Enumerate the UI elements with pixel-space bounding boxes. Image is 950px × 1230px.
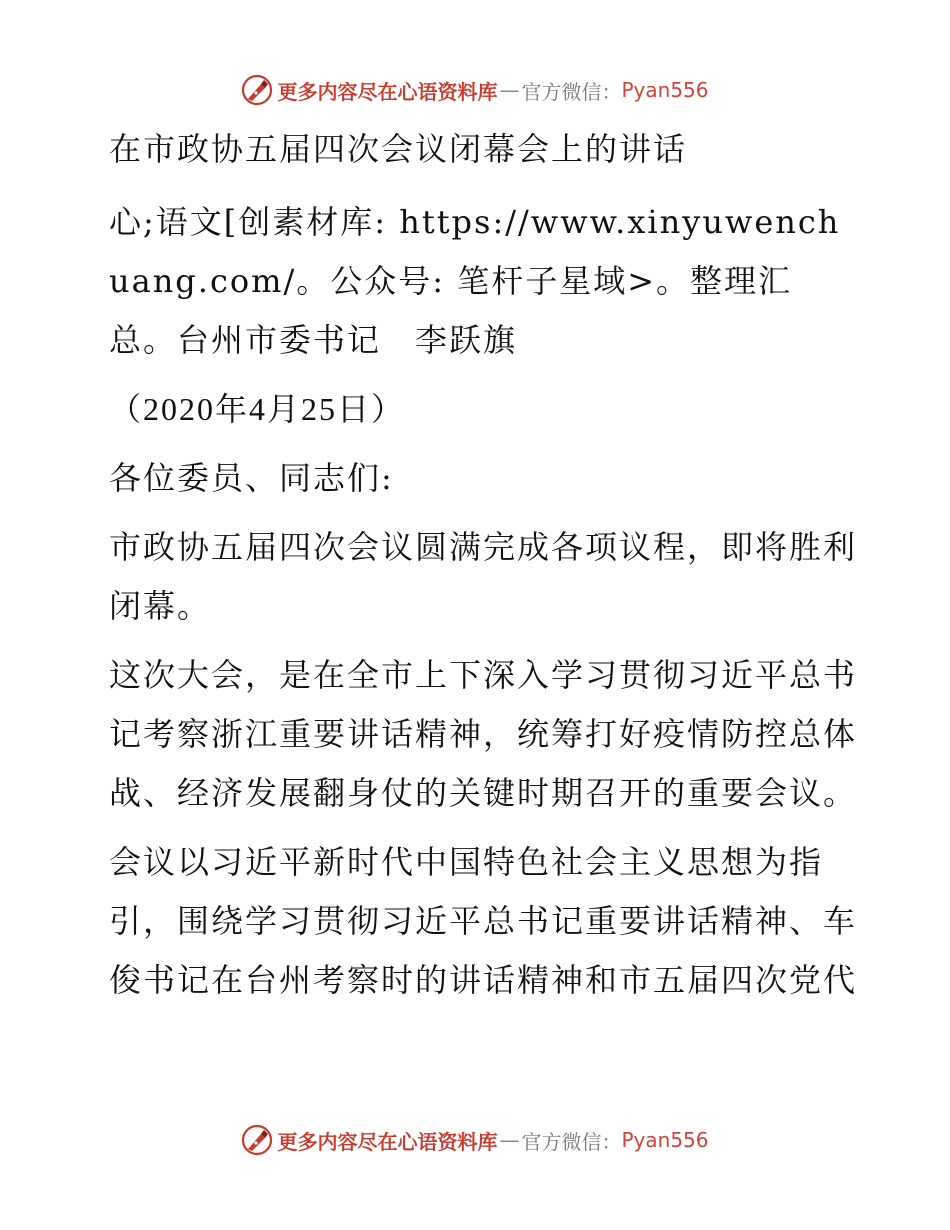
- paragraph-3: 会议以习近平新时代中国特色社会主义思想为指引，围绕学习贯彻习近平总书记重要讲话精神、车俊书记在台州考察时的讲话精神和市五届四次党代: [109, 843, 858, 999]
- document-title: 在市政协五届四次会议闭幕会上的讲话: [109, 130, 688, 168]
- salutation: 各位委员、同志们:: [109, 459, 394, 497]
- banner-main-text: 更多内容尽在心语资料库: [277, 1129, 498, 1154]
- banner-wechat-id: Pyan556: [621, 1128, 709, 1152]
- banner-main-text: 更多内容尽在心语资料库: [277, 79, 498, 104]
- footer-watermark-banner: [0, 1120, 950, 1160]
- banner-wechat-label: 官方微信：: [521, 1129, 622, 1154]
- document-body: [97, 120, 857, 1020]
- paragraph-2: 这次大会，是在全市上下深入学习贯彻习近平总书记考察浙江重要讲话精神，统筹打好疫情防控总体战、经济发展翻身仗的关键时期召开的重要会议。: [109, 656, 858, 812]
- header-watermark-banner: [0, 70, 950, 110]
- source-paragraph: 心;语文[创素材库: https://www.xinyuwenchuang.com/。公众号: 笔杆子星域>。整理汇总。台州市委书记 李跃旗: [109, 203, 841, 359]
- banner-wechat-label: 官方微信：: [521, 79, 622, 104]
- date-line: （2020年4月25日）: [109, 391, 406, 427]
- banner-dash: —: [499, 78, 520, 102]
- banner-wechat-id: Pyan556: [621, 78, 709, 102]
- paragraph-1: 市政协五届四次会议圆满完成各项议程，即将胜利闭幕。: [109, 528, 858, 625]
- pen-nib-logo-icon: [241, 1124, 273, 1156]
- banner-dash: —: [499, 1128, 520, 1152]
- pen-nib-logo-icon: [241, 74, 273, 106]
